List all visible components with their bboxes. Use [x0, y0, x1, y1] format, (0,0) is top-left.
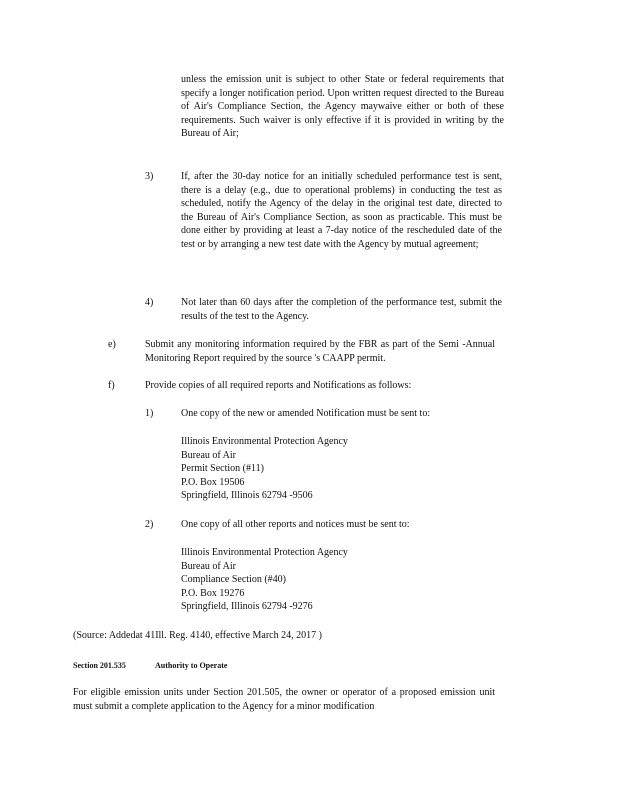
source-note — [73, 629, 403, 643]
item-3-text: If, after the 30-day notice for an initially scheduled performance test is sent, there is a delay (e.g., due to operational problems) in conducting the test as scheduled, notify the Agency of the delay in the original test date, directed to the Bureau of Air's Compliance Section, as soon as practicable. This must be done either by providing at least a 7-day notice of the rescheduled date of the test or by arranging a new test date with the Agency by mutual agreement; — [181, 171, 502, 250]
address-line: Springfield, Illinois 62794 -9506 — [181, 490, 313, 502]
address-line: Permit Section (#11) — [181, 463, 264, 475]
continued-paragraph-text: unless the emission unit is subject to other State or federal requirements that specify a longer notification period. Upon written request directed to the Bureau of Air's Compliance Section, the Agency maywaive either or both of these requirements. Such waiver is only effective if it is provided in writing by the Bureau of Air; — [181, 74, 504, 140]
address-line: Compliance Section (#40) — [181, 574, 286, 586]
section-title: Authority to Operate — [155, 661, 228, 670]
final-paragraph-text: For eligible emission units under Section 201.505, the owner or operator of a proposed emission unit must submit a complete application to the Agency for a minor modification — [73, 687, 495, 712]
item-4-text: Not later than 60 days after the completion of the performance test, submit the results of the test to the Agency. — [181, 297, 502, 322]
address-block-compliance — [181, 546, 481, 614]
section-number: Section 201.535 — [73, 661, 126, 670]
address-line: P.O. Box 19276 — [181, 587, 245, 599]
item-3-label: 3) — [145, 171, 154, 182]
address-line: Bureau of Air — [181, 449, 236, 461]
item-f1-text: One copy of the new or amended Notification must be sent to: — [181, 408, 431, 419]
item-f2-text: One copy of all other reports and notices must be sent to: — [181, 519, 410, 530]
item-3 — [181, 170, 502, 252]
item-f2 — [181, 518, 501, 532]
item-e-text: Submit any monitoring information required by the FBR as part of the Semi -Annual Monitoring Report required by the source 's CAAPP permit. — [145, 339, 495, 364]
continued-paragraph — [181, 73, 504, 141]
address-line: Springfield, Illinois 62794 -9276 — [181, 601, 313, 613]
item-4-label: 4) — [145, 297, 154, 308]
item-f-label: f) — [108, 380, 115, 391]
item-e-label: e) — [108, 339, 116, 350]
item-f1-label: 1) — [145, 408, 154, 419]
section-heading — [73, 659, 333, 673]
source-note-text: (Source: Addedat 41Ill. Reg. 4140, effective March 24, 2017 ) — [73, 630, 322, 641]
address-block-permit — [181, 435, 481, 503]
final-paragraph — [73, 686, 495, 713]
item-f — [145, 379, 475, 393]
address-line: P.O. Box 19506 — [181, 476, 245, 488]
item-4 — [181, 296, 502, 323]
item-f1 — [181, 407, 501, 421]
address-line: Illinois Environmental Protection Agency — [181, 547, 348, 558]
item-e — [145, 338, 495, 365]
item-f2-label: 2) — [145, 519, 154, 530]
address-line: Bureau of Air — [181, 560, 236, 572]
item-f-text: Provide copies of all required reports and Notifications as follows: — [145, 380, 412, 391]
address-line: Illinois Environmental Protection Agency — [181, 436, 348, 447]
